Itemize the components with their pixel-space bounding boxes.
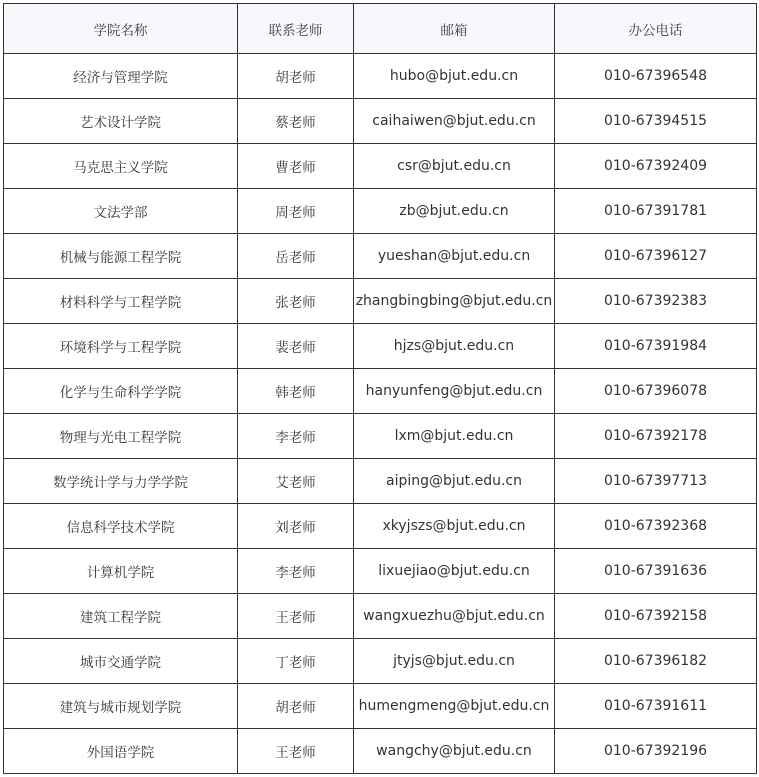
table-row	[4, 324, 757, 369]
office-phone-cell: 010-67392409	[555, 144, 757, 189]
contact-teacher-cell: 丁老师	[238, 639, 354, 684]
college-name-cell: 外国语学院	[4, 729, 238, 774]
college-name-cell: 建筑工程学院	[4, 594, 238, 639]
college-name-cell: 城市交通学院	[4, 639, 238, 684]
email-cell: csr@bjut.edu.cn	[354, 144, 555, 189]
college-name-cell: 环境科学与工程学院	[4, 324, 238, 369]
contact-teacher-cell: 张老师	[238, 279, 354, 324]
email-cell: aiping@bjut.edu.cn	[354, 459, 555, 504]
table-row	[4, 684, 757, 729]
header-college-name: 学院名称	[4, 4, 238, 54]
email-cell: zb@bjut.edu.cn	[354, 189, 555, 234]
office-phone-cell: 010-67392178	[555, 414, 757, 459]
office-phone-cell: 010-67391781	[555, 189, 757, 234]
college-name-cell: 物理与光电工程学院	[4, 414, 238, 459]
office-phone-cell: 010-67391984	[555, 324, 757, 369]
office-phone-cell: 010-67394515	[555, 99, 757, 144]
contact-teacher-cell: 蔡老师	[238, 99, 354, 144]
office-phone-cell: 010-67396548	[555, 54, 757, 99]
table-body	[4, 54, 757, 774]
header-office-phone: 办公电话	[555, 4, 757, 54]
office-phone-cell: 010-67396182	[555, 639, 757, 684]
table-row	[4, 414, 757, 459]
office-phone-cell: 010-67392196	[555, 729, 757, 774]
email-cell: lixuejiao@bjut.edu.cn	[354, 549, 555, 594]
table-row	[4, 639, 757, 684]
email-cell: lxm@bjut.edu.cn	[354, 414, 555, 459]
table-row	[4, 504, 757, 549]
header-email: 邮箱	[354, 4, 555, 54]
college-name-cell: 机械与能源工程学院	[4, 234, 238, 279]
email-cell: hubo@bjut.edu.cn	[354, 54, 555, 99]
table-header-row	[4, 4, 757, 54]
contact-teacher-cell: 岳老师	[238, 234, 354, 279]
contact-teacher-cell: 刘老师	[238, 504, 354, 549]
office-phone-cell: 010-67397713	[555, 459, 757, 504]
email-cell: xkyjszs@bjut.edu.cn	[354, 504, 555, 549]
contact-table	[3, 3, 757, 774]
table-row	[4, 729, 757, 774]
email-cell: zhangbingbing@bjut.edu.cn	[354, 279, 555, 324]
header-contact-teacher: 联系老师	[238, 4, 354, 54]
contact-teacher-cell: 李老师	[238, 549, 354, 594]
email-cell: hanyunfeng@bjut.edu.cn	[354, 369, 555, 414]
college-name-cell: 计算机学院	[4, 549, 238, 594]
table-row	[4, 369, 757, 414]
college-name-cell: 建筑与城市规划学院	[4, 684, 238, 729]
contact-teacher-cell: 胡老师	[238, 684, 354, 729]
office-phone-cell: 010-67396127	[555, 234, 757, 279]
table-row	[4, 234, 757, 279]
table-row	[4, 144, 757, 189]
email-cell: yueshan@bjut.edu.cn	[354, 234, 555, 279]
college-name-cell: 材料科学与工程学院	[4, 279, 238, 324]
email-cell: wangxuezhu@bjut.edu.cn	[354, 594, 555, 639]
office-phone-cell: 010-67392368	[555, 504, 757, 549]
college-name-cell: 马克思主义学院	[4, 144, 238, 189]
table-row	[4, 459, 757, 504]
table-row	[4, 99, 757, 144]
office-phone-cell: 010-67396078	[555, 369, 757, 414]
contact-teacher-cell: 李老师	[238, 414, 354, 459]
email-cell: hjzs@bjut.edu.cn	[354, 324, 555, 369]
table-row	[4, 549, 757, 594]
office-phone-cell: 010-67392383	[555, 279, 757, 324]
college-name-cell: 数学统计学与力学学院	[4, 459, 238, 504]
email-cell: caihaiwen@bjut.edu.cn	[354, 99, 555, 144]
college-name-cell: 文法学部	[4, 189, 238, 234]
email-cell: humengmeng@bjut.edu.cn	[354, 684, 555, 729]
college-name-cell: 化学与生命科学学院	[4, 369, 238, 414]
table-row	[4, 189, 757, 234]
contact-teacher-cell: 裴老师	[238, 324, 354, 369]
college-name-cell: 经济与管理学院	[4, 54, 238, 99]
contact-teacher-cell: 曹老师	[238, 144, 354, 189]
table-row	[4, 594, 757, 639]
contact-teacher-cell: 韩老师	[238, 369, 354, 414]
email-cell: jtyjs@bjut.edu.cn	[354, 639, 555, 684]
office-phone-cell: 010-67391611	[555, 684, 757, 729]
college-name-cell: 信息科学技术学院	[4, 504, 238, 549]
contact-teacher-cell: 胡老师	[238, 54, 354, 99]
contact-teacher-cell: 王老师	[238, 729, 354, 774]
office-phone-cell: 010-67392158	[555, 594, 757, 639]
table-row	[4, 279, 757, 324]
office-phone-cell: 010-67391636	[555, 549, 757, 594]
contact-teacher-cell: 王老师	[238, 594, 354, 639]
table-row	[4, 54, 757, 99]
contact-teacher-cell: 周老师	[238, 189, 354, 234]
contact-teacher-cell: 艾老师	[238, 459, 354, 504]
college-name-cell: 艺术设计学院	[4, 99, 238, 144]
email-cell: wangchy@bjut.edu.cn	[354, 729, 555, 774]
